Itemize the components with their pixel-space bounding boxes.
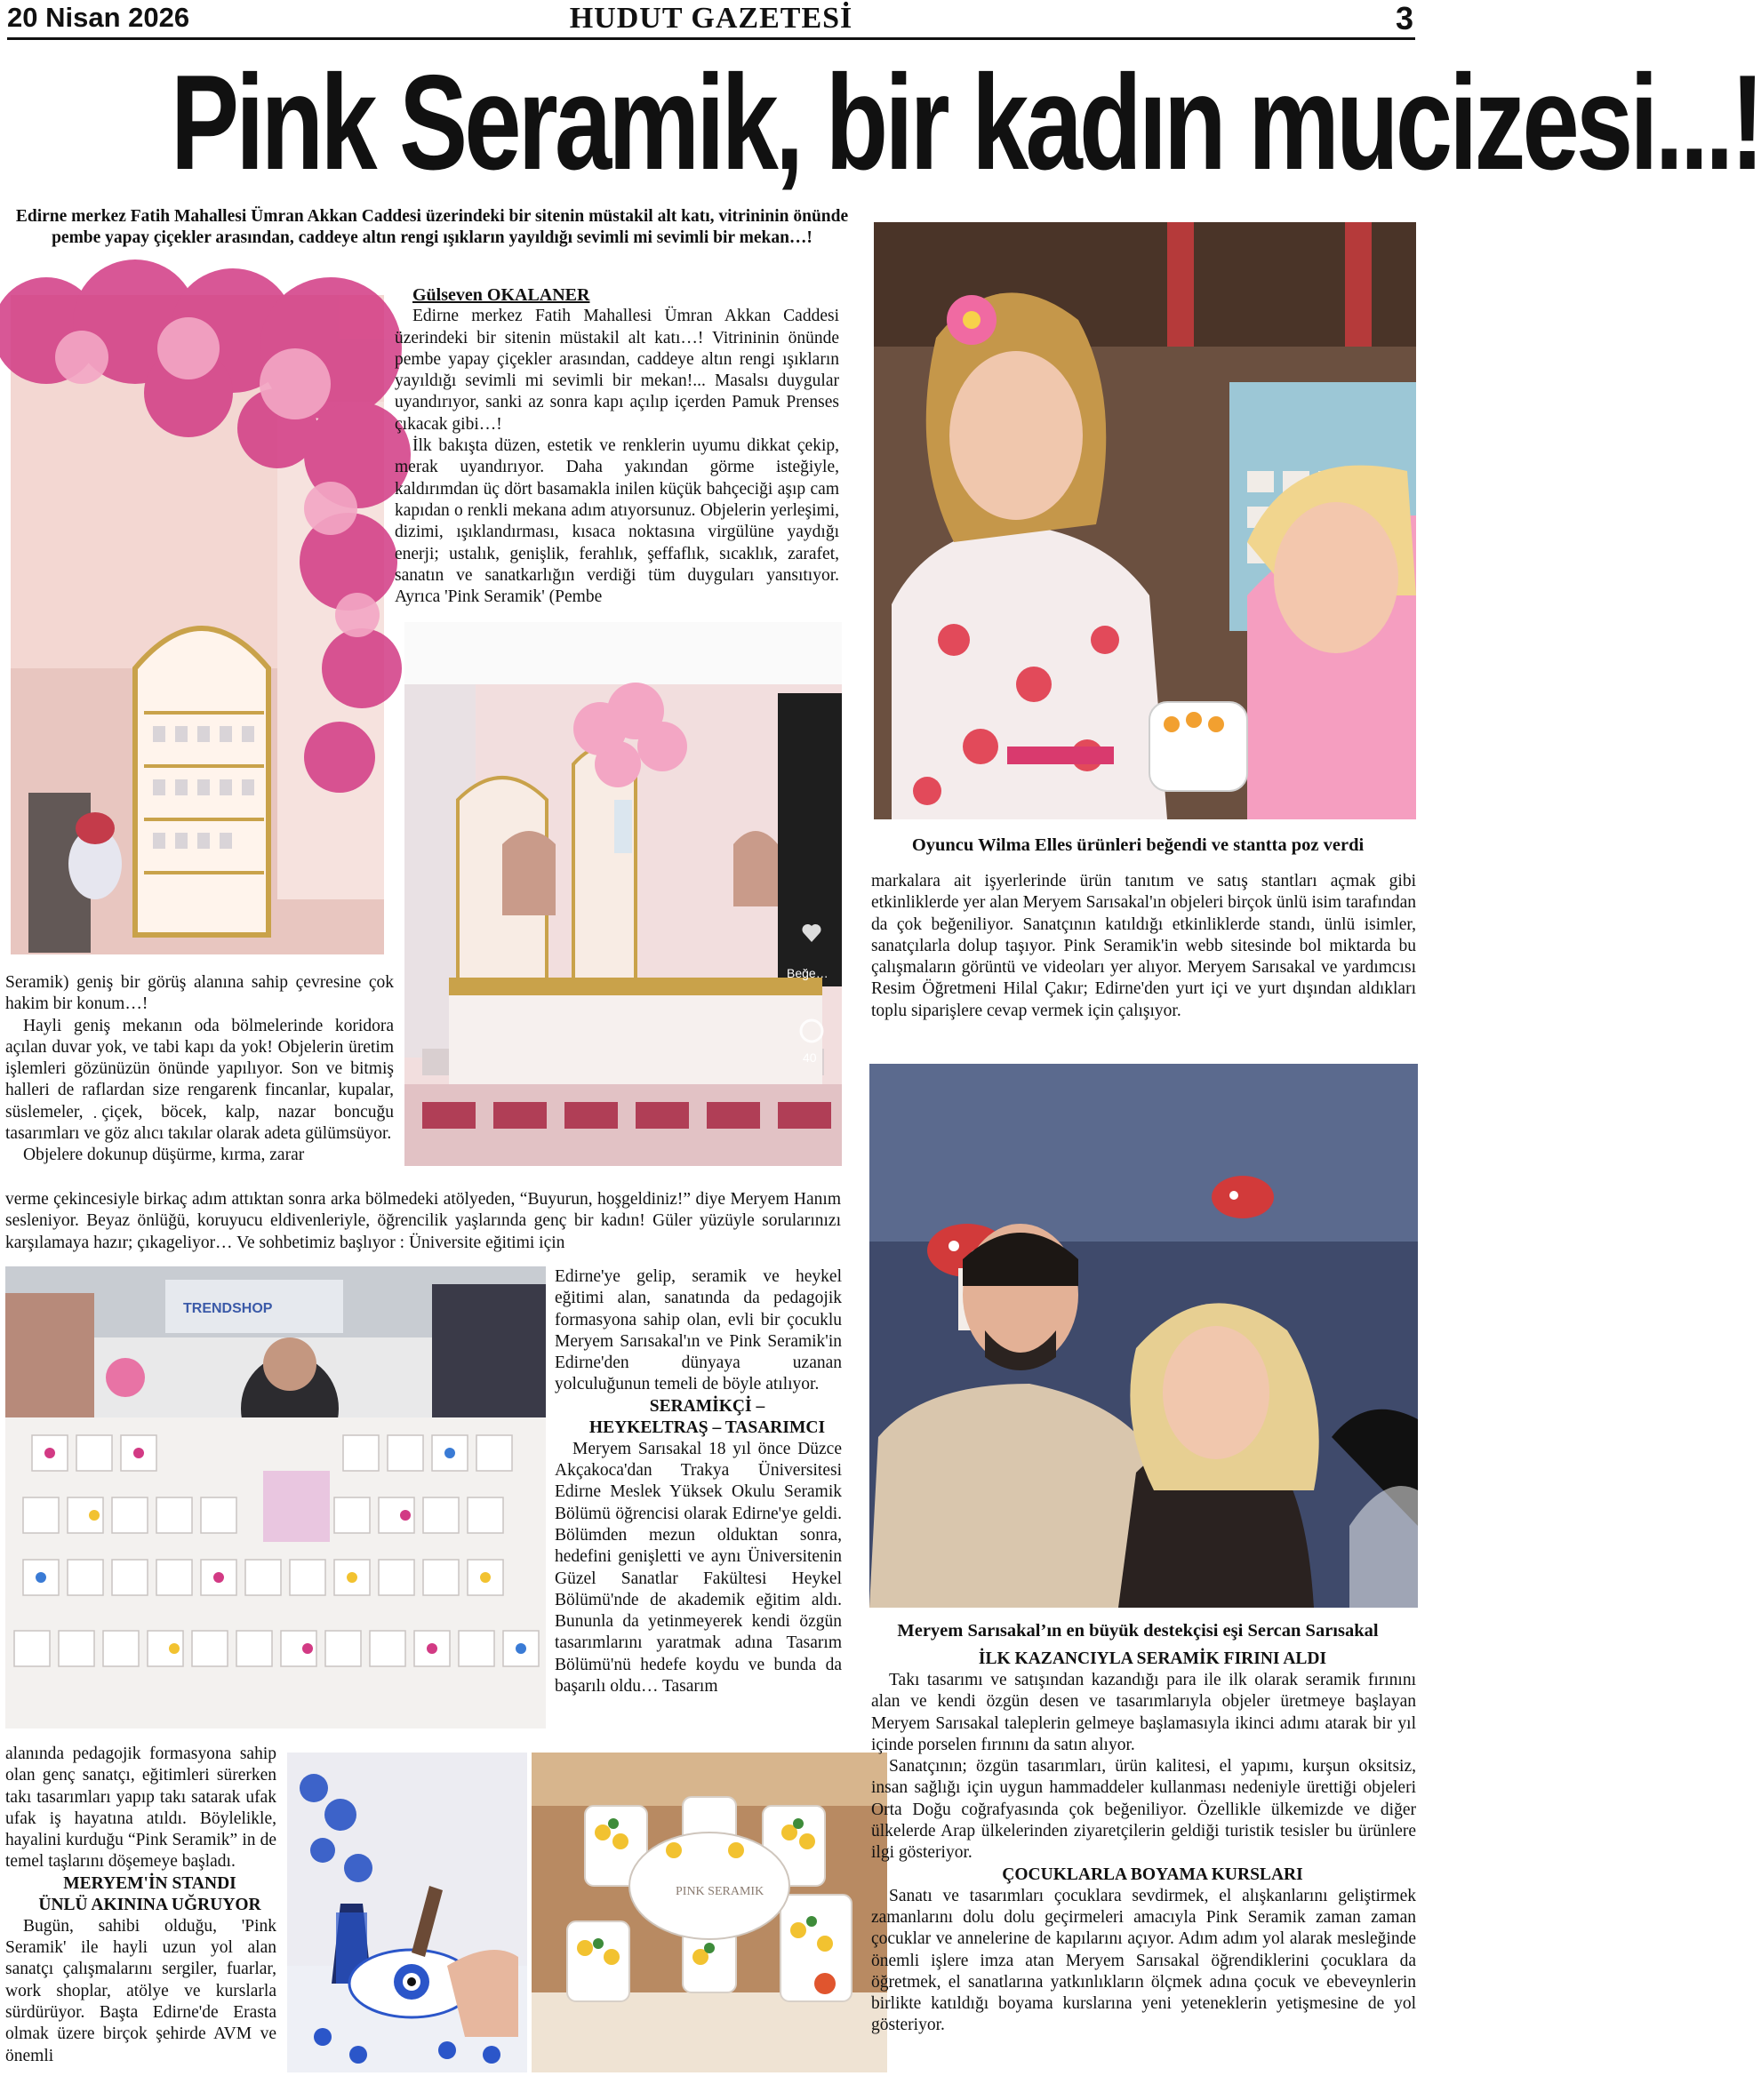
paragraph: verme çekincesiyle birkaç adım attıktan sonra arka bölmedeki atölyeden, “Buyurun, hoşgeldiniz!” diye Meryem Hanım sesleniyor. Beyaz önlüğü, koruyucu eldivenleriyle, öğrencilik yaşlarında genç bir kadın! Güler yüzüyle sorularınızı karşılamaya hazır; çıkageliyor… Ve sohbetimiz başlıyor : Üniversite eğitimi için [5, 1190, 841, 1252]
newspaper-name: HUDUT GAZETESİ [569, 2, 853, 35]
photo-caption-couple: Meryem Sarısakal’ın en büyük destekçisi eşi Sercan Sarısakal [897, 1621, 1379, 1641]
paragraph: Edirne'ye gelip, seramik ve heykel eğitimi alan, sanatında da pedagojik formasyona sahip olan, evli bir çocuklu Meryem Sarısakal'ın ve Pink Seramik'in Edirne'den dünyaya uzanan yolculuğunun temeli de böyle atılıyor. [555, 1267, 842, 1394]
article-column-left [5, 972, 394, 1167]
headline: Pink Seramik, bir kadın mucizesi...! [171, 47, 1761, 198]
article-column-right-bottom [871, 1649, 1416, 2037]
paragraph: Objelere dokunup düşürme, kırma, zarar [23, 1146, 305, 1165]
photo-shop-interior [404, 622, 842, 1166]
photo-lemon-ceramics [532, 1753, 887, 2072]
photo-painting-workshop [287, 1753, 527, 2072]
paragraph: İlk bakışta düzen, estetik ve renklerin uyumu dikkat çekip, merak uyandırıyor. Daha yakından görme isteğiyle, kaldırımdan üç dört basamakla inilen küçük bahçeciği aşıp cam kapıdan o renkli mekana adım atıyorsunuz. Objelerin yerleşimi, dizimi, ışıklandırması, kısaca noktasına virgülüne yaydığı enerji; ustalık, genişlik, ferahlık, şeffaflık, sıcaklık, zarafet, sanatın ve sanatkarlığın verdiği tüm duyguları yansıtıyor. Ayrıca 'Pink Seramik' (Pembe [395, 436, 839, 607]
byline: Gülseven OKALANER [412, 285, 590, 305]
article-column-top [395, 284, 839, 608]
paragraph: Takı tasarımı ve satışından kazandığı para ile ilk olarak seramik fırınını alan ve kendi özgün desen ve tasarımlarıyla objeler üretmeye başlayan Meryem Sarısakal taleplerin gelmeye başlamasıyla ikinci adımı atarak bir yıl içinde porselen fırınını da satın alıyor. [871, 1671, 1416, 1754]
article-column-bottom-left [5, 1744, 276, 2067]
photo-caption-actress: Oyuncu Wilma Elles ürünleri beğendi ve stantta poz verdi [911, 835, 1365, 855]
article-column-right-top [871, 871, 1416, 1022]
paragraph: Bugün, sahibi olduğu, 'Pink Seramik' ile hayli uzun yol alan sanatçı çalışmalarını sergiler, fuarlar, work shoplar, atölye ve kurslarla sürdürüyor. Başta Edirne'de Erasta olmak üzere birçok şehirde AVM ve önemli [5, 1916, 276, 2065]
paragraph: Sanatı ve tasarımları çocuklara sevdirmek, el alışkanlarını geliştirmek zamanlarını dolu dolu geçirmeleri amacıyla Pink Seramik zaman zaman çocuklar ve annelerine de kapılarını açıyor. Adım adım yol alarak mesleğinde önemli işlere imza atan Meryem Sarısakal öğrendiklerini çocuklara da öğretmek, el sanatlarına yatkınlıkların ölçmek adına çocuk ve ebeveynlerin birlikte katıldığı boyama kurslarına yeni yeteneklerin yetişmesine de yol gösteriyor. [871, 1886, 1416, 2035]
article-wide-paragraph [5, 1189, 841, 1254]
paragraph: Meryem Sarısakal 18 yıl önce Düzce Akçakoca'dan Trakya Üniversitesi Edirne Meslek Yüksek Okulu Seramik Bölümü öğrencisi olarak Edirne'ye geldi. Bölümden mezun olduktan sonra, hedefini genişletti ve aynı Üniversitenin Güzel Sanatlar Fakültesi Heykel Bölümü'nde de akademik eğitim aldı. Bununla da yetinmeyerek kendi özgün tasarımlarını yaratmak adına Tasarım Bölümü'nü hedefe koydu ve bunda da başarılı oldu… Tasarım [555, 1439, 842, 1697]
section-heading: SERAMİKÇİ – [649, 1396, 765, 1416]
section-heading: MERYEM'İN STANDI [63, 1873, 236, 1893]
section-heading: ÜNLÜ AKININA UĞRUYOR [38, 1895, 261, 1914]
comments-count: 40 [803, 1050, 817, 1065]
section-heading: İLK KAZANCIYLA SERAMİK FIRINI ALDI [978, 1649, 1327, 1668]
paragraph: Seramik) geniş bir görüş alanına sahip çevresine çok hakim bir konum…! [5, 973, 394, 1014]
likes-label: Beğe… [787, 966, 828, 980]
page-number: 3 [1395, 0, 1413, 36]
paragraph: Sanatçının; özgün tasarımları, ürün kalitesi, el yapımı, kurşun oksitsiz, insan sağlığı için uygun hammaddeler kullanması nedeniyle ürettiği objeleri Orta Doğu coğrafyasında çok beğeniliyor. Özellikle ülkemizde ve diğer ülkelerde Arap ülkelerinden ziyaretçilerin geldiği turistik tesisler bu ürünlere ilgi gösteriyor. [871, 1757, 1416, 1863]
paragraph: Hayli geniş mekanın oda bölmelerinde koridora açılan duvar yok, ve tabi kapı da yok! Objelerin üretim işlemleri gözünüzün önünde yapılıyor. Son ve bitmiş halleri de raflardan size rengarenk fincanlar, kupalar, süslemeler, çiçek, böcek, kalp, nazar boncuğu tasarımları ve göz alıcı takılar olarak adeta gülümsüyor. [5, 1016, 394, 1144]
paragraph: alanında pedagojik formasyona sahip olan genç sanatçı, eğitimleri sürerken takı tasarımları yapıp takı satarak ufak ufak iş hayatına atıldı. Böylelikle, hayalini kurduğu “Pink Seramik” in de temel taşlarını döşemeye başladı. [5, 1745, 276, 1872]
store-sign-text: TRENDSHOP [183, 1301, 273, 1316]
paragraph: Edirne merkez Fatih Mahallesi Ümran Akkan Caddesi üzerindeki bir sitenin müstakil alt katı…! Vitrininin önünde pembe yapay çiçekler arasından, caddeye altın rengi ışıkların yayıldığı sevimli mi sevimli bir mekan!... Masalsı duygular uyandırıyor, sanki az sonra kapı açılıp içerden Pamuk Prenses çıkacak gibi…! [395, 307, 839, 434]
photo-mug-stand [5, 1266, 546, 1729]
article-column-mid [555, 1266, 842, 1697]
issue-date: 20 Nisan 2026 [7, 2, 190, 33]
mug-brand-text: PINK SERAMIK [676, 1885, 764, 1898]
photo-actress-selfie [874, 222, 1416, 819]
photo-couple [869, 1064, 1418, 1608]
lead-paragraph: Edirne merkez Fatih Mahallesi Ümran Akkan Caddesi üzerindeki bir sitenin müstakil alt katı, vitrininin önünde pembe yapay çiçekler arasından, caddeye altın rengi ışıkların yayıldığı sevimli mi sevimli bir mekan…! [15, 207, 849, 247]
masthead-rule [7, 37, 1415, 40]
paragraph: markalara ait işyerlerinde ürün tanıtım ve satış stantları açmak gibi etkinliklerde yer alan Meryem Sarısakal'ın objeleri birçok ünlü isim tarafından da çok beğeniliyor. Sanatçının katıldığı etkinliklerde standı, ünlü isimler, sanatçılarla dolup taşıyor. Pink Seramik'in webb sitesinde bol miktarda bu çalışmaların görüntü ve videoları yer alıyor. Meryem Sarısakal ve yardımcısı Resim Öğretmeni Hilal Çakır; Edirne'den yurt içi ve yurt dışından aldıkları toplu siparişlere cevap vermek için çalışıyor. [871, 872, 1416, 1020]
section-heading: HEYKELTRAŞ – TASARIMCI [588, 1417, 826, 1437]
photo-shop-entrance [11, 295, 384, 954]
section-heading: ÇOCUKLARLA BOYAMA KURSLARI [1002, 1864, 1303, 1884]
